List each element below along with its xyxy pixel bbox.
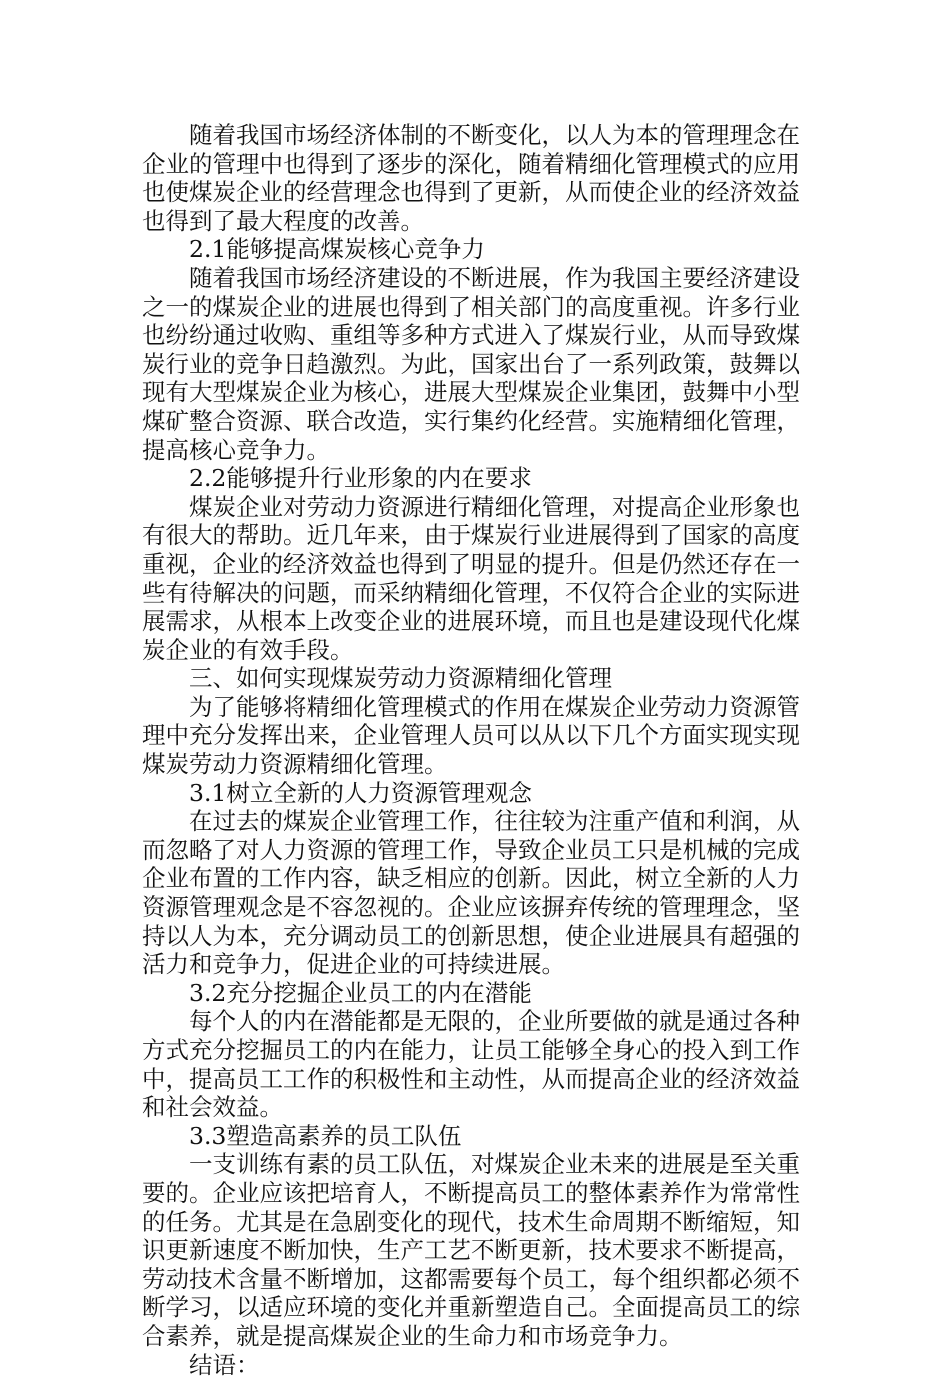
document-page	[142, 121, 800, 1379]
paragraph-section-3: 为了能够将精细化管理模式的作用在煤炭企业劳动力资源管理中充分发挥出来，企业管理人员可以从以下几个方面实现实现煤炭劳动力资源精细化管理。	[142, 692, 800, 779]
heading-3-3: 3.3塑造高素养的员工队伍	[189, 1121, 462, 1150]
heading-3-1: 3.1树立全新的人力资源管理观念	[189, 778, 532, 807]
paragraph-3-1: 在过去的煤炭企业管理工作，往往较为注重产值和利润，从而忽略了对人力资源的管理工作，导致企业员工只是机械的完成企业布置的工作内容，缺乏相应的创新。因此，树立全新的人力资源管理观念是不容忽视的。企业应该摒弃传统的管理理念，坚持以人为本，充分调动员工的创新思想，使企业进展具有超强的活力和竞争力，促进企业的可持续进展。	[142, 807, 800, 979]
heading-2-1: 2.1能够提高煤炭核心竞争力	[189, 235, 485, 264]
heading-2-2: 2.2能够提升行业形象的内在要求	[189, 464, 532, 493]
paragraph-intro: 随着我国市场经济体制的不断变化，以人为本的管理理念在企业的管理中也得到了逐步的深化，随着精细化管理模式的应用也使煤炭企业的经营理念也得到了更新，从而使企业的经济效益也得到了最大程度的改善。	[142, 121, 800, 235]
paragraph-3-3: 一支训练有素的员工队伍，对煤炭企业未来的进展是至关重要的。企业应该把培育人，不断提高员工的整体素养作为常常性的任务。尤其是在急剧变化的现代，技术生命周期不断缩短，知识更新速度不断加快，生产工艺不断更新，技术要求不断提高，劳动技术含量不断增加，这都需要每个员工，每个组织都必须不断学习，以适应环境的变化并重新塑造自己。全面提高员工的综合素养，就是提高煤炭企业的生命力和市场竞争力。	[142, 1150, 800, 1350]
heading-conclusion: 结语：	[189, 1350, 260, 1379]
paragraph-2-1: 随着我国市场经济建设的不断进展，作为我国主要经济建设之一的煤炭企业的进展也得到了相关部门的高度重视。许多行业也纷纷通过收购、重组等多种方式进入了煤炭行业，从而导致煤炭行业的竞争日趋激烈。为此，国家出台了一系列政策，鼓舞以现有大型煤炭企业为核心，进展大型煤炭企业集团，鼓舞中小型煤矿整合资源、联合改造，实行集约化经营。实施精细化管理，提高核心竞争力。	[142, 263, 800, 464]
heading-3-2: 3.2充分挖掘企业员工的内在潜能	[189, 978, 532, 1007]
paragraph-3-2: 每个人的内在潜能都是无限的，企业所要做的就是通过各种方式充分挖掘员工的内在能力，让员工能够全身心的投入到工作中，提高员工工作的积极性和主动性，从而提高企业的经济效益和社会效益。	[142, 1007, 800, 1122]
paragraph-2-2: 煤炭企业对劳动力资源进行精细化管理，对提高企业形象也有很大的帮助。近几年来，由于煤炭行业进展得到了国家的高度重视，企业的经济效益也得到了明显的提升。但是仍然还存在一些有待解决的问题，而采纳精细化管理，不仅符合企业的实际进展需求，从根本上改变企业的进展环境，而且也是建设现代化煤炭企业的有效手段。	[142, 492, 800, 664]
heading-section-3: 三、如何实现煤炭劳动力资源精细化管理	[189, 664, 612, 693]
